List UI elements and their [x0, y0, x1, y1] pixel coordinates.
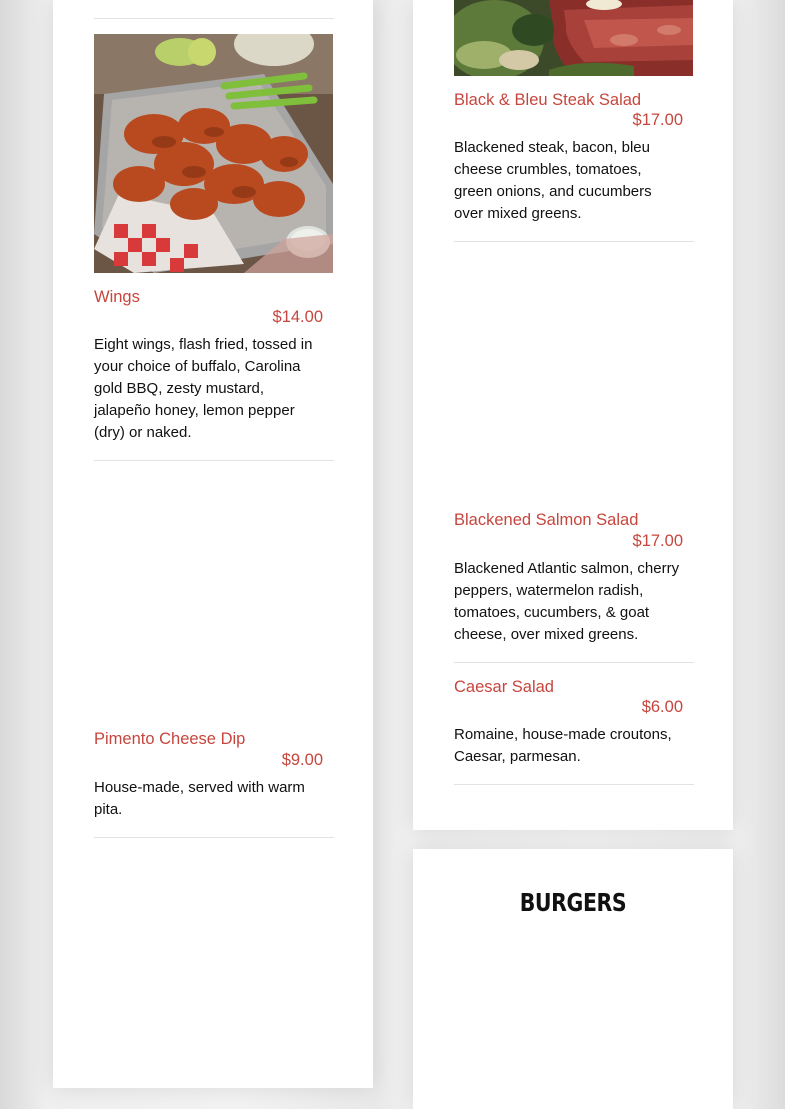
- wings-photo: [94, 34, 333, 273]
- menu-item-name: Pimento Cheese Dip: [94, 730, 246, 748]
- divider: [454, 241, 694, 242]
- steak-salad-photo: [454, 0, 693, 76]
- menu-item-name: Wings: [94, 288, 140, 306]
- menu-item-price: $9.00: [281, 751, 323, 769]
- menu-item-description: Blackened steak, bacon, bleu cheese crumbles, tomatoes, green onions, and cucumbers over mixed greens.: [454, 139, 652, 222]
- menu-card-right: [413, 0, 733, 830]
- menu-item-name: Black & Bleu Steak Salad: [454, 91, 642, 109]
- menu-item-price: $14.00: [272, 308, 323, 326]
- menu-item-description: Eight wings, flash fried, tossed in your choice of buffalo, Carolina gold BBQ, zesty mustard, jalapeño honey, lemon pepper (dry) or naked.: [94, 336, 313, 441]
- menu-item-name: Caesar Salad: [454, 678, 554, 696]
- menu-item-description: Blackened Atlantic salmon, cherry peppers, watermelon radish, tomatoes, cucumbers, & goat cheese, over mixed greens.: [454, 560, 680, 643]
- menu-section-burgers: [413, 849, 733, 1109]
- menu-item-price: $6.00: [641, 698, 683, 716]
- divider: [94, 837, 334, 838]
- divider: [454, 784, 694, 785]
- section-title: BURGERS: [519, 888, 627, 917]
- menu-item-description: House-made, served with warm pita.: [94, 779, 305, 818]
- menu-item-price: $17.00: [632, 532, 683, 550]
- menu-card-left: [53, 0, 373, 1088]
- menu-item-name: Blackened Salmon Salad: [454, 511, 639, 529]
- menu-item-price: $17.00: [632, 111, 683, 129]
- divider: [94, 460, 334, 461]
- menu-item-description: Romaine, house-made croutons, Caesar, parmesan.: [454, 726, 672, 765]
- divider: [454, 662, 694, 663]
- divider: [94, 18, 334, 19]
